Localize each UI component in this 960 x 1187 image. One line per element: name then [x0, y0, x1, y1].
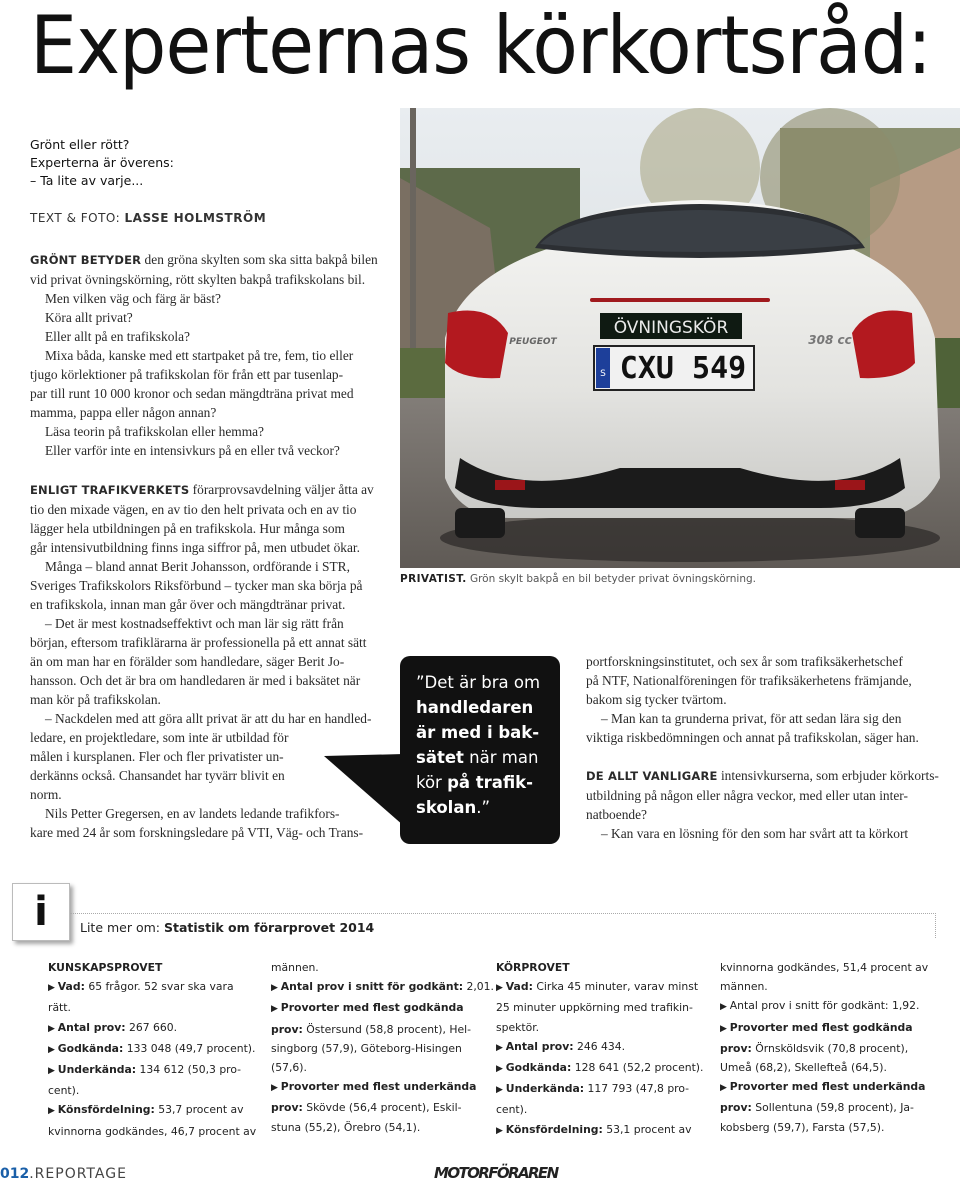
text-run: på NTF, Nationalföreningen för trafiksäkerhetens främjande, [586, 673, 912, 688]
text-line [30, 441, 382, 460]
info-divider-vertical [935, 913, 936, 938]
stat-line [720, 1058, 928, 1077]
text-run: – Det är mest kostnadseffektivt och man lär sig rätt från [45, 616, 344, 631]
text-run: norm. [30, 787, 62, 802]
text-line [30, 595, 385, 614]
stat-line [48, 1100, 256, 1121]
stat-value: rätt. [48, 1001, 71, 1015]
text-run: man kör på trafikskolan. [30, 692, 161, 707]
bullet-arrow-icon: ▶ [271, 1004, 281, 1015]
stat-value: kobsberg (59,7), Farsta (57,5). [720, 1120, 885, 1134]
stat-value: stuna (55,2), Örebro (54,1). [271, 1120, 421, 1134]
stat-line [496, 1100, 703, 1119]
text-run: än om man har en förälder som handledare, säger Berit Jo- [30, 654, 345, 669]
bullet-arrow-icon: ▶ [271, 983, 281, 994]
text-run: Men vilken väg och färg är bäst? [45, 291, 222, 306]
text-line [586, 728, 936, 747]
text-line [586, 766, 939, 786]
stat-value: 65 frågor. 52 svar ska vara [84, 980, 234, 994]
quote-line [416, 770, 560, 795]
info-title-text: Statistik om förarprovet 2014 [164, 920, 375, 935]
stat-key: Antal prov: [505, 1039, 574, 1053]
stat-value: kvinnorna godkändes, 51,4 procent av [720, 961, 929, 974]
stat-line [720, 977, 928, 996]
text-line [30, 308, 382, 327]
caption-label: PRIVATIST. [400, 573, 467, 585]
stat-value: 134 612 (50,3 pro- [136, 1063, 242, 1077]
stat-value: spektör. [496, 1020, 540, 1034]
stat-value: Cirka 45 minuter, varav minst [532, 980, 699, 994]
car-photo [400, 108, 960, 568]
text-run: den gröna skylten som ska sitta bakpå bilen [141, 252, 378, 267]
stat-value: Antal prov i snitt för godkänt: 1,92. [729, 999, 920, 1013]
headline: Experternas körkortsråd: [30, 0, 932, 92]
text-run: tio den mixade vägen, en av tio den helt privata och en av tio [30, 502, 357, 517]
byline [30, 211, 266, 225]
intro-line: Grönt eller rött? [30, 137, 130, 152]
car-brand: PEUGEOT [509, 337, 557, 347]
stats-column-2 [271, 958, 494, 1137]
text-run: derkänns också. Chansandet har tyvärr blivit en [30, 768, 285, 783]
stat-line [48, 1018, 256, 1039]
text-line [30, 671, 385, 690]
text-run: tjugo körlektioner på trafikskolan för från ett par tusenlap- [30, 367, 344, 382]
text-line [30, 614, 385, 633]
text-run: Eller allt på en trafikskola? [45, 329, 191, 344]
stat-value: cent). [496, 1103, 528, 1117]
stat-line [271, 1039, 494, 1058]
stat-line [271, 1020, 494, 1039]
text-run: Mixa båda, kanske med ett startpaket på tre, fem, tio eller [45, 348, 354, 363]
text-run: Nils Petter Gregersen, en av landets ledande trafikfors- [45, 806, 340, 821]
quote-line [416, 745, 560, 770]
stat-value: 53,1 procent av [602, 1122, 692, 1136]
plate-number: CXU 549 [619, 351, 747, 386]
text-line [586, 671, 936, 690]
bullet-arrow-icon: ▶ [48, 1106, 58, 1117]
pull-quote [400, 656, 560, 844]
stat-value: Umeå (68,2), Skellefteå (64,5). [720, 1061, 887, 1075]
text-run: Många – bland annat Berit Johansson, ordförande i STR, [45, 559, 350, 574]
stat-value: (57,6). [271, 1061, 307, 1075]
intro-line: Experterna är överens: [30, 155, 174, 170]
text-line [30, 557, 385, 576]
stat-line [496, 998, 703, 1017]
text-run: utbildning på någon eller några veckor, med eller utan inter- [586, 788, 908, 803]
stat-value: 25 minuter uppkörning med trafikin- [496, 1001, 693, 1015]
bullet-arrow-icon: ▶ [720, 1002, 730, 1013]
text-line [30, 480, 385, 500]
text-run: förarprovsavdelning väljer åtta av [189, 482, 374, 497]
text-run: – Man kan ta grunderna privat, för att sedan lära sig den [601, 711, 902, 726]
bullet-arrow-icon: ▶ [48, 983, 58, 994]
info-title-prefix: Lite mer om: [80, 920, 164, 935]
text-run: Köra allt privat? [45, 310, 133, 325]
plate-country: S [600, 369, 606, 379]
text-line [30, 709, 385, 728]
stat-line [720, 996, 928, 1017]
stat-line [271, 1098, 494, 1117]
stat-value: Sollentuna (59,8 procent), Ja- [751, 1101, 914, 1115]
text-line [30, 422, 382, 441]
text-line [30, 652, 385, 671]
quote-line [416, 720, 560, 745]
text-line [30, 384, 382, 403]
bullet-arrow-icon: ▶ [271, 1083, 281, 1094]
quote-line [416, 670, 560, 695]
quote-run: på trafik- [447, 773, 533, 792]
stat-line [720, 1098, 928, 1117]
byline-name: LASSE HOLMSTRÖM [124, 211, 267, 225]
page-number: 012 [0, 1166, 30, 1182]
text-line [586, 786, 936, 805]
text-line [586, 747, 936, 766]
bullet-arrow-icon: ▶ [496, 1064, 506, 1075]
stat-value: 267 660. [125, 1020, 178, 1034]
intro-line: – Ta lite av varje... [30, 173, 144, 188]
photo-caption [400, 573, 756, 585]
stat-line [496, 1037, 703, 1058]
stat-line [720, 1118, 928, 1137]
bullet-arrow-icon: ▶ [48, 1066, 58, 1077]
text-line [30, 690, 385, 709]
stat-key: Vad: [57, 980, 85, 994]
stat-value: 246 434. [573, 1039, 626, 1053]
stat-line [720, 1018, 928, 1039]
text-line [30, 576, 385, 595]
stat-value: 128 641 (52,2 procent). [571, 1061, 704, 1075]
bullet-arrow-icon: ▶ [496, 1125, 506, 1136]
lead-in: GRÖNT BETYDER [30, 253, 142, 267]
stat-line [271, 998, 494, 1019]
quote-pointer [324, 740, 404, 830]
text-line [586, 652, 936, 671]
text-line [586, 805, 936, 824]
stat-line [271, 977, 494, 998]
stat-line [48, 1039, 256, 1060]
bullet-arrow-icon: ▶ [720, 1083, 730, 1094]
stat-line [496, 1120, 703, 1141]
stat-value: singborg (57,9), Göteborg-Hisingen [271, 1041, 462, 1055]
text-line [30, 500, 385, 519]
text-run: intensivkurserna, som erbjuder körkorts- [717, 768, 939, 783]
stat-key: Könsfördelning: [57, 1103, 155, 1117]
stat-value: 2,01. [463, 980, 494, 994]
bullet-arrow-icon: ▶ [48, 1044, 58, 1055]
page-footer [0, 1166, 127, 1182]
text-line [30, 346, 382, 365]
stat-key: Vad: [505, 980, 533, 994]
stat-line [48, 998, 256, 1017]
text-line [30, 538, 385, 557]
stat-value: männen. [271, 961, 319, 974]
text-line [586, 709, 936, 728]
bullet-arrow-icon: ▶ [496, 1085, 506, 1096]
text-run: ledare, en projektledare, som inte är utbildad för [30, 730, 289, 745]
text-run: viktiga riskbedömningen och annat på trafikskolan, säger han. [586, 730, 919, 745]
stat-value: 53,7 procent av [154, 1103, 244, 1117]
text-line [30, 327, 382, 346]
section-name: .REPORTAGE [29, 1166, 127, 1182]
plate-sign-text: ÖVNINGSKÖR [613, 318, 729, 338]
stat-line [48, 1122, 256, 1141]
magazine-logo: MOTORFÖRAREN [434, 1164, 558, 1182]
stat-heading: KÖRPROVET [496, 961, 570, 974]
text-run: lägger hela utbildningen på en trafikskola. Hur många som [30, 521, 345, 536]
text-line [30, 519, 385, 538]
stat-value: männen. [720, 980, 768, 994]
stat-line [48, 958, 256, 977]
stat-key: Antal prov i snitt för godkänt: [280, 980, 464, 994]
text-run: början, eftersom trafiklärarna är professionella på ett annat sätt [30, 635, 367, 650]
quote-run: kör [416, 773, 448, 792]
stat-key: Godkända: [505, 1061, 572, 1075]
stat-line [48, 977, 256, 998]
stat-key: Godkända: [57, 1041, 124, 1055]
stat-line [720, 958, 928, 977]
text-run: natboende? [586, 807, 647, 822]
stat-line [271, 958, 494, 977]
stat-key: Underkända: [505, 1082, 585, 1096]
bullet-arrow-icon: ▶ [496, 983, 506, 994]
stat-key: prov: [720, 1101, 752, 1115]
stat-line [48, 1060, 256, 1081]
bullet-arrow-icon: ▶ [720, 1023, 730, 1034]
stat-value: kvinnorna godkändes, 46,7 procent av [48, 1124, 257, 1138]
text-run: vid privat övningskörning, rött skylten bakpå trafikskolans bil. [30, 272, 366, 287]
text-line [30, 289, 382, 308]
text-line [30, 633, 385, 652]
text-run: en trafikskola, innan man går över och mängdtränar privat. [30, 597, 346, 612]
text-line [30, 365, 382, 384]
text-line [30, 270, 382, 289]
stat-line [271, 1058, 494, 1077]
stat-value: cent). [48, 1084, 80, 1098]
bullet-arrow-icon: ▶ [496, 1042, 506, 1053]
text-run: hansson. Och det är bra om handledaren är med i baksätet när [30, 673, 361, 688]
quote-run: handledaren [416, 698, 534, 717]
stat-value: Örnsköldsvik (70,8 procent), [751, 1041, 909, 1055]
caption-text: Grön skylt bakpå en bil betyder privat övningskörning. [466, 573, 756, 585]
stat-line [496, 977, 703, 998]
quote-run: när man [463, 748, 539, 767]
quote-run: sätet [416, 748, 464, 767]
text-run: går intensivutbildning finns inga siffror på, men utbudet ökar. [30, 540, 360, 555]
stat-key: Provorter med flest underkända [729, 1080, 926, 1094]
text-run: Sveriges Trafikskolors Riksförbund – tycker man ska börja på [30, 578, 363, 593]
stats-column-4 [720, 958, 928, 1137]
text-run: Eller varför inte en intensivkurs på en eller två veckor? [45, 443, 340, 458]
quote-run: ”Det är bra om [416, 673, 541, 692]
stat-line [271, 1118, 494, 1137]
stat-key: Provorter med flest godkända [280, 1001, 464, 1015]
car-model-badge: 308 cc [808, 333, 852, 347]
stat-value: Östersund (58,8 procent), Hel- [302, 1022, 472, 1036]
stat-value: 133 048 (49,7 procent). [123, 1041, 256, 1055]
text-run: par till runt 10 000 kronor och sedan mängdträna privat med [30, 386, 354, 401]
byline-prefix: TEXT & FOTO: [30, 211, 121, 225]
text-line [30, 250, 382, 270]
stat-key: Könsfördelning: [505, 1122, 603, 1136]
text-run: Läsa teorin på trafikskolan eller hemma? [45, 424, 264, 439]
text-line [30, 403, 382, 422]
lead-in: DE ALLT VANLIGARE [586, 769, 718, 783]
quote-run: .” [476, 798, 491, 817]
quote-line [416, 695, 560, 720]
text-line [586, 690, 936, 709]
stat-key: prov: [720, 1041, 752, 1055]
text-run: kare med 24 år som forskningsledare på VTI, Väg- och Trans- [30, 825, 364, 840]
article-column-3 [586, 652, 939, 843]
stat-line [720, 1039, 928, 1058]
stat-key: prov: [271, 1101, 303, 1115]
stat-line [496, 958, 703, 977]
text-line [586, 824, 936, 843]
stat-key: Provorter med flest godkända [729, 1020, 913, 1034]
quote-line [416, 795, 560, 820]
stat-heading: KUNSKAPSPROVET [48, 961, 163, 974]
stat-line [496, 1079, 703, 1100]
text-run: mamma, pappa eller någon annan? [30, 405, 217, 420]
stat-line [271, 1077, 494, 1098]
info-divider [70, 913, 936, 914]
quote-run: skolan [416, 798, 477, 817]
info-icon: i [12, 883, 70, 941]
car-illustration [400, 108, 960, 568]
lead-in: ENLIGT TRAFIKVERKETS [30, 483, 190, 497]
stats-column-3 [496, 958, 703, 1141]
stat-line [496, 1058, 703, 1079]
text-run: – Nackdelen med att göra allt privat är att du har en handled- [45, 711, 372, 726]
article-column-1a [30, 250, 382, 460]
stats-column-1 [48, 958, 256, 1141]
stat-line [720, 1077, 928, 1098]
text-run: portforskningsinstitutet, och sex år som trafiksäkerhetschef [586, 654, 903, 669]
stat-key: prov: [271, 1022, 303, 1036]
stat-line [48, 1081, 256, 1100]
bullet-arrow-icon: ▶ [48, 1023, 58, 1034]
stat-line [496, 1018, 703, 1037]
stat-key: Provorter med flest underkända [280, 1080, 477, 1094]
stat-key: Antal prov: [57, 1020, 126, 1034]
stat-key: Underkända: [57, 1063, 137, 1077]
text-run: – Kan vara en lösning för den som har svårt att ta körkort [601, 826, 909, 841]
quote-run: är med i bak- [416, 723, 540, 742]
text-run: bakom sig tycker tvärtom. [586, 692, 727, 707]
text-run: målen i kursplanen. Fler och fler privatister un- [30, 749, 284, 764]
stat-value: Skövde (56,4 procent), Eskil- [302, 1101, 462, 1115]
info-title [80, 920, 374, 935]
stat-value: 117 793 (47,8 pro- [584, 1082, 690, 1096]
intro [30, 136, 174, 190]
